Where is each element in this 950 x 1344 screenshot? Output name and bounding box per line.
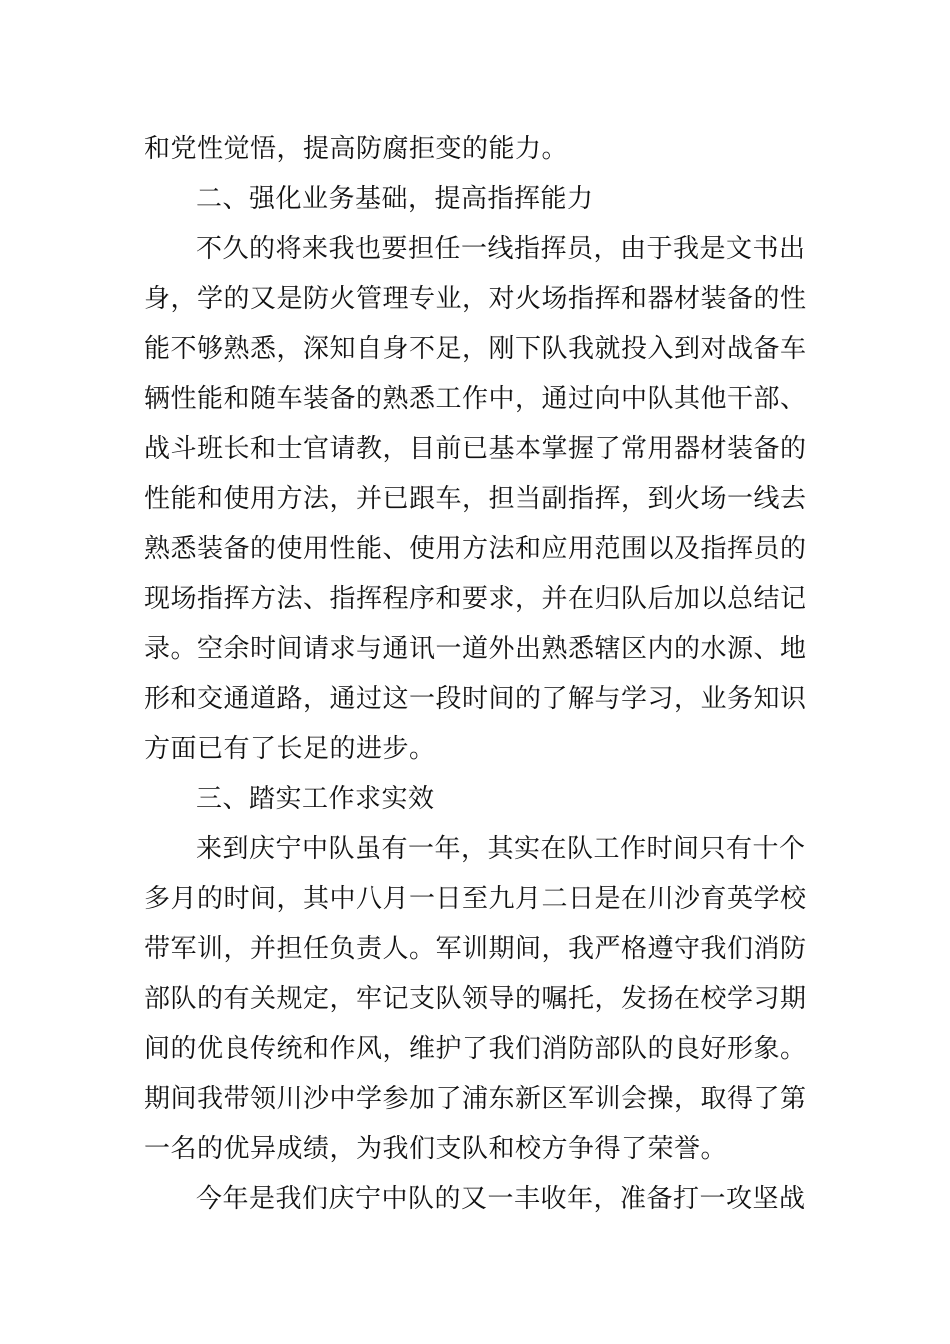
text-line: 部队的有关规定，牢记支队领导的嘱托，发扬在校学习期: [144, 984, 807, 1014]
document-body: [144, 124, 808, 1224]
text-line: 不久的将来我也要担任一线指挥员，由于我是文书出: [196, 234, 806, 264]
text-line: 现场指挥方法、指挥程序和要求，并在归队后加以总结记: [144, 584, 807, 614]
text-line: 期间我带领川沙中学参加了浦东新区军训会操，取得了第: [144, 1084, 807, 1114]
text-line: 能不够熟悉，深知自身不足，刚下队我就投入到对战备车: [144, 334, 807, 364]
text-line: 带军训，并担任负责人。军训期间，我严格遵守我们消防: [144, 934, 807, 964]
text-line: 形和交通道路，通过这一段时间的了解与学习，业务知识: [144, 684, 807, 714]
text-line: 录。空余时间请求与通讯一道外出熟悉辖区内的水源、地: [144, 634, 807, 664]
paragraph-work-results: [144, 824, 808, 1174]
text-line: 性能和使用方法，并已跟车，担当副指挥，到火场一线去: [144, 484, 807, 514]
text-line: 多月的时间，其中八月一日至九月二日是在川沙育英学校: [144, 884, 807, 914]
paragraph-harvest-year: [144, 1174, 808, 1224]
section-heading-3: 三、踏实工作求实效: [196, 784, 435, 814]
paragraph-continuation: [144, 124, 808, 174]
text-line: 来到庆宁中队虽有一年，其实在队工作时间只有十个: [196, 834, 806, 864]
text-line: 辆性能和随车装备的熟悉工作中，通过向中队其他干部、: [144, 384, 807, 414]
text-line: 身，学的又是防火管理专业，对火场指挥和器材装备的性: [144, 284, 807, 314]
text-line: 一名的优异成绩，为我们支队和校方争得了荣誉。: [144, 1134, 728, 1164]
text-line: 和党性觉悟，提高防腐拒变的能力。: [144, 134, 569, 164]
text-line: 方面已有了长足的进步。: [144, 734, 436, 764]
text-line: 熟悉装备的使用性能、使用方法和应用范围以及指挥员的: [144, 534, 807, 564]
paragraph-command-training: [144, 224, 808, 774]
section-heading-2: 二、强化业务基础，提高指挥能力: [196, 184, 594, 214]
text-line: 战斗班长和士官请教，目前已基本掌握了常用器材装备的: [144, 434, 807, 464]
text-line: 间的优良传统和作风，维护了我们消防部队的良好形象。: [144, 1034, 807, 1064]
text-line: 今年是我们庆宁中队的又一丰收年，准备打一攻坚战: [196, 1184, 806, 1214]
